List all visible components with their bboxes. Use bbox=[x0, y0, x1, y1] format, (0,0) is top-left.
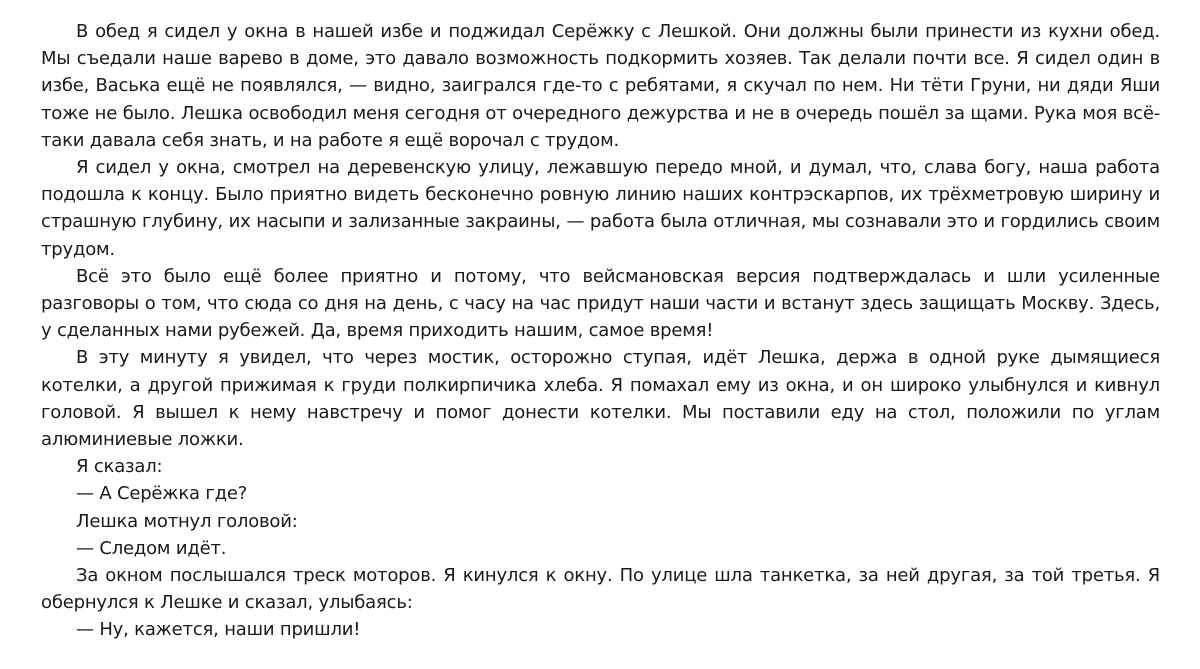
dialogue-line-3: Лешка мотнул головой: bbox=[76, 510, 298, 532]
paragraph-4: В эту минуту я увидел, что через мостик, осторожно ступая, идёт Лешка, держа в одной руке дымящиеся котелки, а другой прижимая к груди полкирпичика хлеба. Я помахал ему из окна, и он широко улыбнулся и кивнул головой. Я вышел к нему навстречу и помог донести котелки. Мы поставили еду на стол, положили по углам алюминиевые ложки. bbox=[41, 347, 1160, 451]
dialogue-line-1: Я сказал: bbox=[76, 456, 163, 478]
dialogue-line-4: — Следом идёт. bbox=[76, 537, 227, 559]
paragraph-3: Всё это было ещё более приятно и потому, что вейсмановская версия подтверждалась и шли усиленные разговоры о том, что сюда со дня на день, с часу на час придут наши части и встанут здесь защищать Москву. Здесь, у сделанных нами рубежей. Да, время приходить нашим, самое время! bbox=[41, 265, 1160, 342]
dialogue-line-2: — А Серёжка где? bbox=[76, 483, 248, 505]
dialogue-line-5: — Ну, кажется, наши пришли! bbox=[76, 619, 361, 641]
paragraph-1: В обед я сидел у окна в нашей избе и поджидал Серёжку с Лешкой. Они должны были принести из кухни обед. Мы съедали наше варево в доме, это давало возможность подкормить хозяев. Так делали почти все. Я сидел один в избе, Васька ещё не появлялся, — видно, заигрался где-то с ребятами, я скучал по нем. Ни тёти Груни, ни дяди Яши тоже не было. Лешка освободил меня сегодня от очередного дежурства и не в очередь пошёл за щами. Рука моя всё-таки давала себя знать, и на работе я ещё ворочал с трудом. bbox=[41, 21, 1160, 151]
paragraph-2: Я сидел у окна, смотрел на деревенскую улицу, лежавшую передо мной, и думал, что, слава богу, наша работа подошла к концу. Было приятно видеть бесконечно ровную линию наших контрэскарпов, их трёхметровую ширину и страшную глубину, их насыпи и зализанные закраины, — работа была отличная, мы сознавали это и гордились своим трудом. bbox=[41, 157, 1160, 260]
paragraph-5: За окном послышался треск моторов. Я кинулся к окну. По улице шла танкетка, за ней другая, за той третья. Я обернулся к Лешке и сказал, улыбаясь: bbox=[41, 565, 1160, 614]
